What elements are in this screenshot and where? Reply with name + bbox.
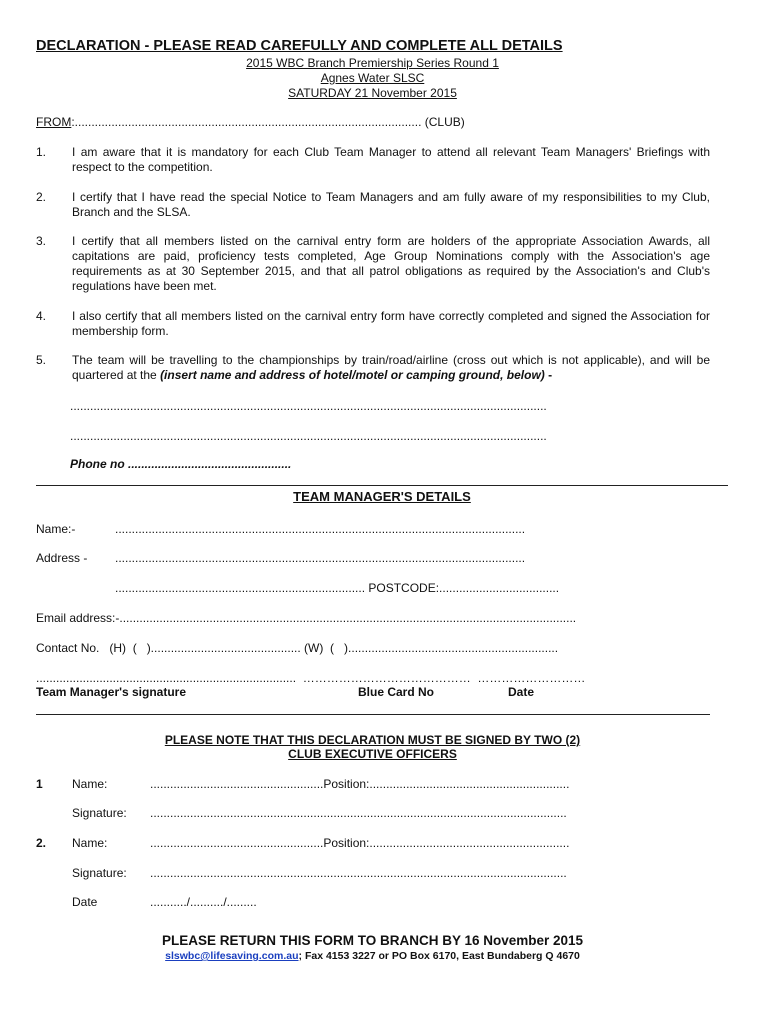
phone-field[interactable] [70, 457, 291, 471]
return-instruction: PLEASE RETURN THIS FORM TO BRANCH BY 16 November 2015 [161, 933, 584, 948]
section-divider [36, 714, 710, 715]
blue-card-label: Blue Card No [358, 685, 435, 699]
item-number: 5. [36, 353, 47, 367]
branch-email-link[interactable]: slswbc@lifesaving.com.au [165, 950, 299, 962]
accommodation-line-2[interactable]: ............................................................................................................................................... [70, 429, 547, 443]
officer-1-signature-field[interactable]: ............................................................................................................................. [150, 806, 567, 820]
footer-contact [0, 950, 745, 962]
manager-signature-label: Team Manager's signature [36, 685, 187, 699]
item-number: 4. [36, 309, 47, 323]
officer-1-number: 1 [36, 777, 43, 791]
manager-address-field[interactable]: ........................................................................................................................... [115, 551, 526, 565]
item-text: I am aware that it is mandatory for each Club Team Manager to attend all relevant Team Managers' Briefings with respect to the competition. [72, 145, 710, 174]
manager-name-field[interactable]: ........................................................................................................................... [115, 522, 526, 536]
officer-2-signature-field[interactable]: ............................................................................................................................. [150, 866, 567, 880]
officer-2-name-label: Name: [72, 836, 108, 850]
footer-contact-rest: ; Fax 4153 3227 or PO Box 6170, East Bundaberg Q 4670 [298, 950, 580, 962]
officer-1-name-position-field[interactable]: ....................................................Position:............................................................ [150, 777, 570, 791]
item-number: 2. [36, 190, 47, 204]
item-text: I certify that all members listed on the carnival entry form are holders of the appropriate Association Awards, all capitations are paid, proficiency tests completed, Age Group Nominations comply with the Association's age requirements as at 30 September 2015, and that all patrol obligations as required by the Association's and Club's regulations have been met. [72, 234, 710, 293]
item-number: 3. [36, 234, 47, 248]
item-number: 1. [36, 145, 47, 159]
officer-2-number: 2. [36, 836, 47, 850]
officer-1-name-label: Name: [72, 777, 108, 791]
manager-email-field[interactable]: Email address:-......................................................................................................................................... [36, 611, 577, 625]
manager-contact-field[interactable]: Contact No. (H) ( )............................................. (W) ( )............................................................... [36, 641, 559, 655]
from-field[interactable] [36, 115, 465, 129]
officer-1-signature-label: Signature: [72, 806, 127, 820]
item-text: I also certify that all members listed on the carnival entry form have correctly completed and signed the Association for membership form. [72, 309, 710, 338]
section-divider [36, 485, 728, 486]
accommodation-line-1[interactable]: ............................................................................................................................................... [70, 399, 547, 413]
from-club-line: :........................................................................................................ (CLUB) [71, 115, 465, 129]
officer-2-signature-label: Signature: [72, 866, 127, 880]
manager-postcode-field[interactable]: ........................................................................... POSTCODE:.................................... [115, 581, 560, 595]
officers-note-line-2: CLUB EXECUTIVE OFFICERS [288, 747, 457, 761]
item-text-quarters [72, 353, 710, 383]
event-venue: Agnes Water SLSC [320, 71, 425, 85]
manager-signature-line[interactable]: .............................................................................. …………………………………… ……………………… [36, 671, 586, 685]
officer-2-name-position-field[interactable]: ....................................................Position:............................................................ [150, 836, 570, 850]
form-title: DECLARATION - PLEASE READ CAREFULLY AND COMPLETE ALL DETAILS [36, 38, 563, 54]
officers-date-field[interactable]: .........../........../......... [150, 895, 257, 909]
item-suffix: - [544, 368, 553, 382]
officers-note-line-1: PLEASE NOTE THAT THIS DECLARATION MUST BE SIGNED BY TWO (2) [164, 733, 581, 747]
event-name: 2015 WBC Branch Premiership Series Round 1 [246, 56, 499, 70]
manager-date-label: Date [508, 685, 535, 699]
officers-date-label: Date [72, 895, 98, 909]
item-emphasis: (insert name and address of hotel/motel or camping ground, below) [160, 368, 545, 382]
item-text: The team will be travelling to the championships by train/road/airline (cross out which is not applicable), and will be quartered at the [72, 353, 710, 382]
from-label: FROM [36, 115, 72, 129]
item-text: I certify that I have read the special Notice to Team Managers and am fully aware of my responsibilities to my Club, Branch and the SLSA. [72, 190, 710, 219]
phone-dots: ................................................. [128, 457, 292, 471]
event-date: SATURDAY 21 November 2015 [288, 86, 457, 100]
phone-label: Phone no [70, 457, 125, 471]
manager-name-label: Name:- [36, 522, 76, 536]
manager-address-label: Address - [36, 551, 88, 565]
manager-heading: TEAM MANAGER'S DETAILS [293, 489, 471, 504]
